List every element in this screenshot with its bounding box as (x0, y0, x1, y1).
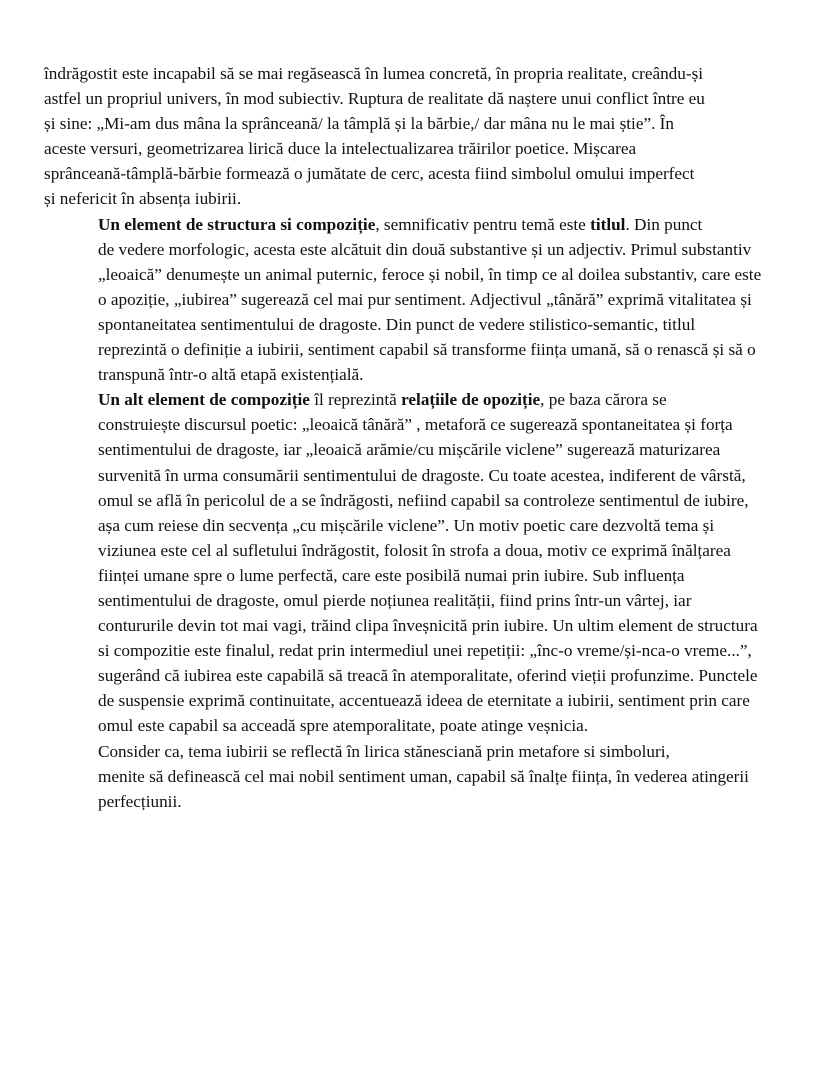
text-line: îndrăgostit este incapabil să se mai regăsească în lumea concretă, în propria realitate, creându-și (44, 64, 704, 83)
text-run: survenită în urma consumării sentimentului de dragoste. Cu toate acestea, indiferent de vârstă, (98, 465, 746, 485)
text-run: ființei umane spre o lume perfectă, care este posibilă numai prin iubire. Sub influența (98, 565, 685, 585)
text-line (44, 312, 788, 337)
text-line (44, 437, 788, 462)
text-line (44, 513, 788, 538)
text-run: de vedere morfologic, acesta este alcătuit din două substantive și un adjectiv. Primul substantiv (98, 239, 752, 259)
text-run: transpună într-o altă etapă existențială. (98, 365, 364, 385)
text-line (44, 412, 788, 437)
text-line (44, 613, 788, 638)
bold-term: Un element de structura si compoziție (98, 214, 376, 234)
text-line (44, 764, 788, 789)
text-line (44, 638, 788, 663)
text-line (44, 212, 788, 237)
text-run: construiește discursul poetic: „leoaică tânără” , metaforă ce sugerează spontaneitatea și forța (98, 415, 733, 435)
bold-term: Un alt element de compoziție (98, 390, 310, 410)
text-run: sentimentului de dragoste, omul pierde noțiunea realității, fiind prins într-un vârtej, iar (98, 590, 692, 610)
text-line: astfel un propriul univers, în mod subiectiv. Ruptura de realitate dă naștere unui conflict între eu (44, 89, 705, 109)
text-line (44, 538, 788, 563)
text-line (44, 337, 788, 362)
text-run: de suspensie exprimă continuitate, accentuează ideea de eternitate a iubirii, sentiment prin care (98, 691, 750, 711)
text-line (44, 488, 788, 513)
text-line (44, 663, 788, 688)
paragraph-4-conclusion (44, 739, 788, 814)
text-line: sprânceană-tâmplă-bărbie formează o jumătate de cerc, acesta fiind simbolul omului imperfect (44, 164, 695, 184)
text-line (44, 237, 788, 262)
text-line (44, 789, 788, 814)
bold-term: titlul (590, 214, 626, 234)
paragraph-1 (44, 61, 788, 212)
text-run: Consider ca, tema iubirii se reflectă în lirica stănesciană prin metafore si simboluri, (98, 741, 670, 761)
text-line: și nefericit în absența iubirii. (44, 189, 242, 209)
paragraph-3-opposition-analysis (44, 387, 788, 738)
text-line (44, 739, 788, 764)
text-run: spontaneitatea sentimentului de dragoste. Din punct de vedere stilistico-semantic, titlul (98, 314, 696, 334)
text-run: , pe baza cărora se (540, 390, 667, 410)
text-line (44, 713, 788, 738)
text-line (44, 688, 788, 713)
text-run: contururile devin tot mai vagi, trăind clipa înveșnicită prin iubire. Un ultim element de structura (98, 616, 758, 636)
text-run: îl reprezintă (309, 390, 402, 410)
text-line (44, 588, 788, 613)
text-run: o apoziție, „iubirea” sugerează cel mai pur sentiment. Adjectivul „tânără” exprimă vitalitatea și (98, 289, 752, 309)
text-run: sugerând că iubirea este capabilă să treacă în atemporalitate, oferind vieții profunzime. Punctele (98, 666, 758, 686)
text-run: si compozitie este finalul, redat prin intermediul unei repetiții: „înc-o vreme/și-nca-o vreme...”, (98, 641, 752, 661)
text-line (44, 463, 788, 488)
bold-term: relațiile de opoziție (401, 390, 541, 410)
text-run: . Din punct (625, 214, 703, 234)
text-run: sentimentului de dragoste, iar „leoaică arămie/cu mișcările viclene” sugerează maturizarea (98, 440, 721, 460)
text-line: aceste versuri, geometrizarea lirică duce la intelectualizarea trăirilor poetice. Mișcarea (44, 139, 637, 159)
text-run: omul este capabil sa acceadă spre atemporalitate, poate atinge veșnicia. (98, 716, 589, 736)
text-line (44, 563, 788, 588)
paragraph-2-title-analysis (44, 212, 788, 388)
text-line: și sine: „Mi-am dus mâna la sprânceană/ la tâmplă și la bărbie,/ dar mâna nu le mai știe”. În (44, 114, 674, 134)
text-run: omul se află în pericolul de a se îndrăgosti, nefiind capabil sa controleze sentimentul de iubire, (98, 490, 749, 510)
text-line (44, 287, 788, 312)
text-run: reprezintă o definiție a iubirii, sentiment capabil să transforme ființa umană, să o renască și să o (98, 340, 756, 360)
text-run: „leoaică” denumește un animal puternic, feroce și nobil, în timp ce al doilea substantiv, care este (98, 264, 762, 284)
text-run: , semnificativ pentru temă este (375, 214, 591, 234)
text-run: menite să definească cel mai nobil sentiment uman, capabil să înalțe ființa, în vederea atingerii (98, 766, 749, 786)
text-run: așa cum reiese din secvența „cu mișcările viclene”. Un motiv poetic care dezvoltă tema și (98, 515, 715, 535)
text-line (44, 387, 788, 412)
text-line (44, 262, 788, 287)
text-run: perfecțiunii. (98, 791, 182, 811)
document-page (44, 61, 788, 814)
text-line (44, 362, 788, 387)
text-run: viziunea este cel al sufletului îndrăgostit, folosit în strofa a doua, motiv ce exprimă înălțarea (98, 540, 731, 560)
